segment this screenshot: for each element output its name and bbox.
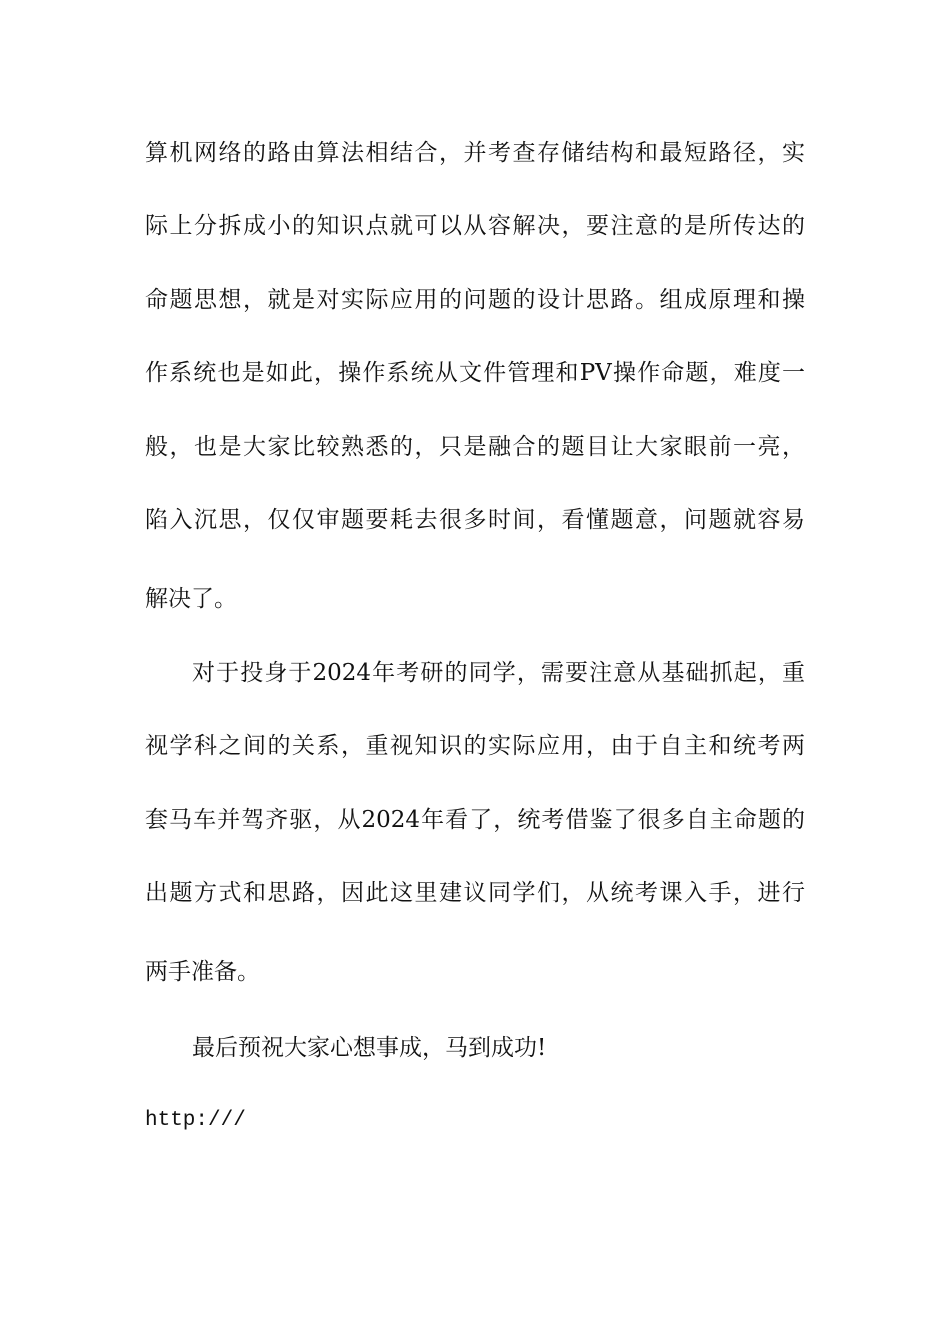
paragraph-1-line-7: 解决了。 xyxy=(145,586,237,612)
paragraph-1-line-2: 际上分拆成小的知识点就可以从容解决，要注意的是所传达的 xyxy=(145,213,805,239)
url-text: http:/// xyxy=(145,1109,246,1132)
paragraph-1-line-6: 陷入沉思，仅仅审题要耗去很多时间，看懂题意，问题就容易 xyxy=(145,507,805,533)
paragraph-2-line-4: 出题方式和思路，因此这里建议同学们，从统考课入手，进行 xyxy=(145,880,805,906)
paragraph-2-line-3: 套马车并驾齐驱，从2024年看了，统考借鉴了很多自主命题的 xyxy=(145,807,805,833)
paragraph-1-line-5: 般，也是大家比较熟悉的，只是融合的题目让大家眼前一亮， xyxy=(145,434,805,460)
paragraph-1-line-3: 命题思想，就是对实际应用的问题的设计思路。组成原理和操 xyxy=(145,287,805,313)
paragraph-2-line-2: 视学科之间的关系，重视知识的实际应用，由于自主和统考两 xyxy=(145,733,805,759)
paragraph-2-line-1: 对于投身于2024年考研的同学，需要注意从基础抓起，重 xyxy=(192,660,805,686)
paragraph-3-line-1: 最后预祝大家心想事成，马到成功! xyxy=(192,1035,547,1061)
paragraph-1-line-1: 算机网络的路由算法相结合，并考查存储结构和最短路径，实 xyxy=(145,140,805,166)
paragraph-2-line-5: 两手准备。 xyxy=(145,959,260,985)
paragraph-1-line-4: 作系统也是如此，操作系统从文件管理和PV操作命题，难度一 xyxy=(145,360,805,386)
